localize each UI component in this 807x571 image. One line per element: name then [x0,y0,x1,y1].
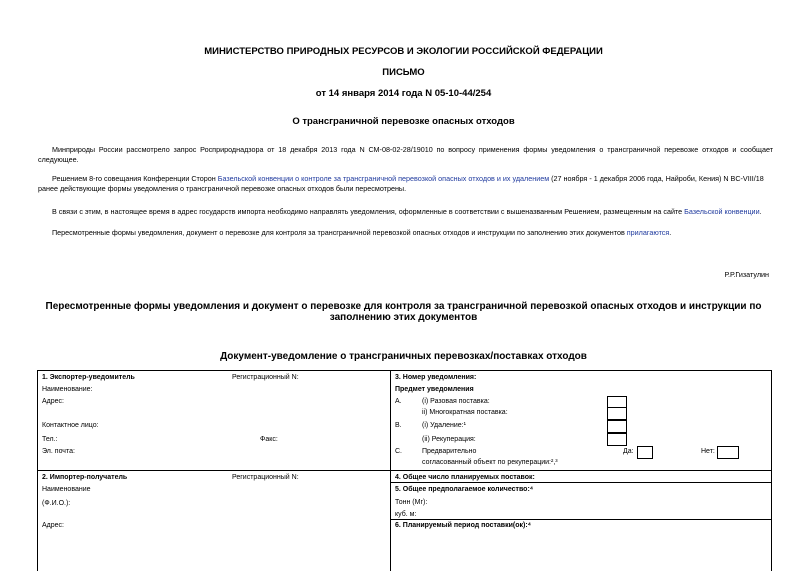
ministry-heading: МИНИСТЕРСТВО ПРИРОДНЫХ РЕСУРСОВ И ЭКОЛОГИИ РОССИЙСКОЙ ФЕДЕРАЦИИ [204,46,603,57]
exporter-contact-label: Контактное лицо: [42,422,99,429]
paragraph-3-text-b: . [759,207,762,216]
form-section-divider [37,470,772,471]
form-row-divider-5 [390,519,772,520]
paragraph-2 [38,174,773,194]
exporter-phone-label: Тел.: [42,436,58,443]
pre-consented-label: Предварительно [422,448,477,455]
document-date-number: от 14 января 2014 года N 05-10-44/254 [315,88,492,99]
multiple-shipments-checkbox[interactable] [607,407,627,420]
basel-site-link[interactable]: Базельской конвенции [684,207,760,216]
importer-fio-label: (Ф.И.О.): [42,500,71,507]
form-title: Документ-уведомление о трансграничных перевозках/поставках отходов [220,351,587,362]
paragraph-4 [38,228,773,238]
annex-title: Пересмотренные формы уведомления и документ о перевозке для контроля за трансграничной перевозкой опасных отходов и инструкции по заполнению этих документов [45,301,762,323]
disposal-label: (i) Удаление:¹ [422,422,466,429]
notification-number-title: 3. Номер уведомления: [395,374,477,381]
shipment-period-title: 6. Планируемый период поставки(ок):⁴ [395,522,532,529]
recovery-label: (ii) Рекуперация: [422,436,476,443]
document-subject: О трансграничной перевозке опасных отходов [292,116,515,127]
importer-address-label: Адрес: [42,522,64,529]
paragraph-3 [38,207,773,217]
no-checkbox[interactable] [717,446,739,459]
importer-name-label: Наименование [42,486,91,493]
attachments-link[interactable]: прилагаются [626,228,670,237]
importer-section-title: 2. Импортер-получатель [42,474,128,481]
paragraph-4-text-a: Пересмотренные формы уведомления, документ о перевозке для контроля за трансграничной перевозкой опасных отходов и инструкции по заполнению этих документов [52,228,627,237]
yes-checkbox[interactable] [637,446,653,459]
paragraph-2-text-b: (27 ноября - 1 декабря 2006 года, Найроби, Кения) N BC-VIII/18 ранее действующие формы уведомления о трансграничной перевозке опасных отходов были пересмотрены. [38,174,764,193]
tonnes-label: Тонн (Мг): [395,499,428,506]
form-border-top [37,370,772,371]
importer-reg-label: Регистрационный N: [232,474,299,481]
exporter-email-label: Эл. почта: [42,448,75,455]
exporter-name-label: Наименование: [42,386,93,393]
signature: Р.Р.Гизатулин [724,270,769,279]
notification-subject-label: Предмет уведомления [395,386,474,393]
form-row-divider-4 [390,482,772,483]
option-c-letter: С. [395,448,402,455]
pre-consented-facility-label: согласованный объект по рекуперации:²,³ [422,459,558,466]
paragraph-3-text-a: В связи с этим, в настоящее время в адрес государств импорта необходимо направлять уведомления, оформленные в соответствии с вышеназванным Решением, размещенным на сайте [52,207,685,216]
option-a-letter: А. [395,398,402,405]
multiple-shipments-label: ii) Многократная поставка: [422,409,508,416]
no-label: Нет: [701,448,715,455]
recovery-checkbox[interactable] [607,433,627,446]
total-shipments-title: 4. Общее число планируемых поставок: [395,474,535,481]
paragraph-4-text-b: . [669,228,672,237]
exporter-address-label: Адрес: [42,398,64,405]
exporter-reg-label: Регистрационный N: [232,374,299,381]
yes-label: Да: [623,448,634,455]
basel-convention-link[interactable]: Базельской конвенции о контроле за трансграничной перевозкой опасных отходов и их удалением [217,174,550,183]
paragraph-2-text-a: Решением 8-го совещания Конференции Сторон [52,174,218,183]
exporter-fax-label: Факс: [260,436,278,443]
cubic-meters-label: куб. м: [395,511,417,518]
paragraph-1: Минприроды России рассмотрело запрос Росприроднадзора от 18 декабря 2013 года N СМ-08-02-28/19010 по вопросу применения формы уведомления о трансграничной перевозке отходов и сообщает следующее. [38,145,773,164]
exporter-section-title: 1. Экспортер-уведомитель [42,374,135,381]
single-shipment-label: (i) Разовая поставка: [422,398,490,405]
option-b-letter: В. [395,422,402,429]
total-quantity-title: 5. Общее предполагаемое количество:⁴ [395,486,534,493]
disposal-checkbox[interactable] [607,420,627,433]
document-type: ПИСЬМО [382,67,425,78]
